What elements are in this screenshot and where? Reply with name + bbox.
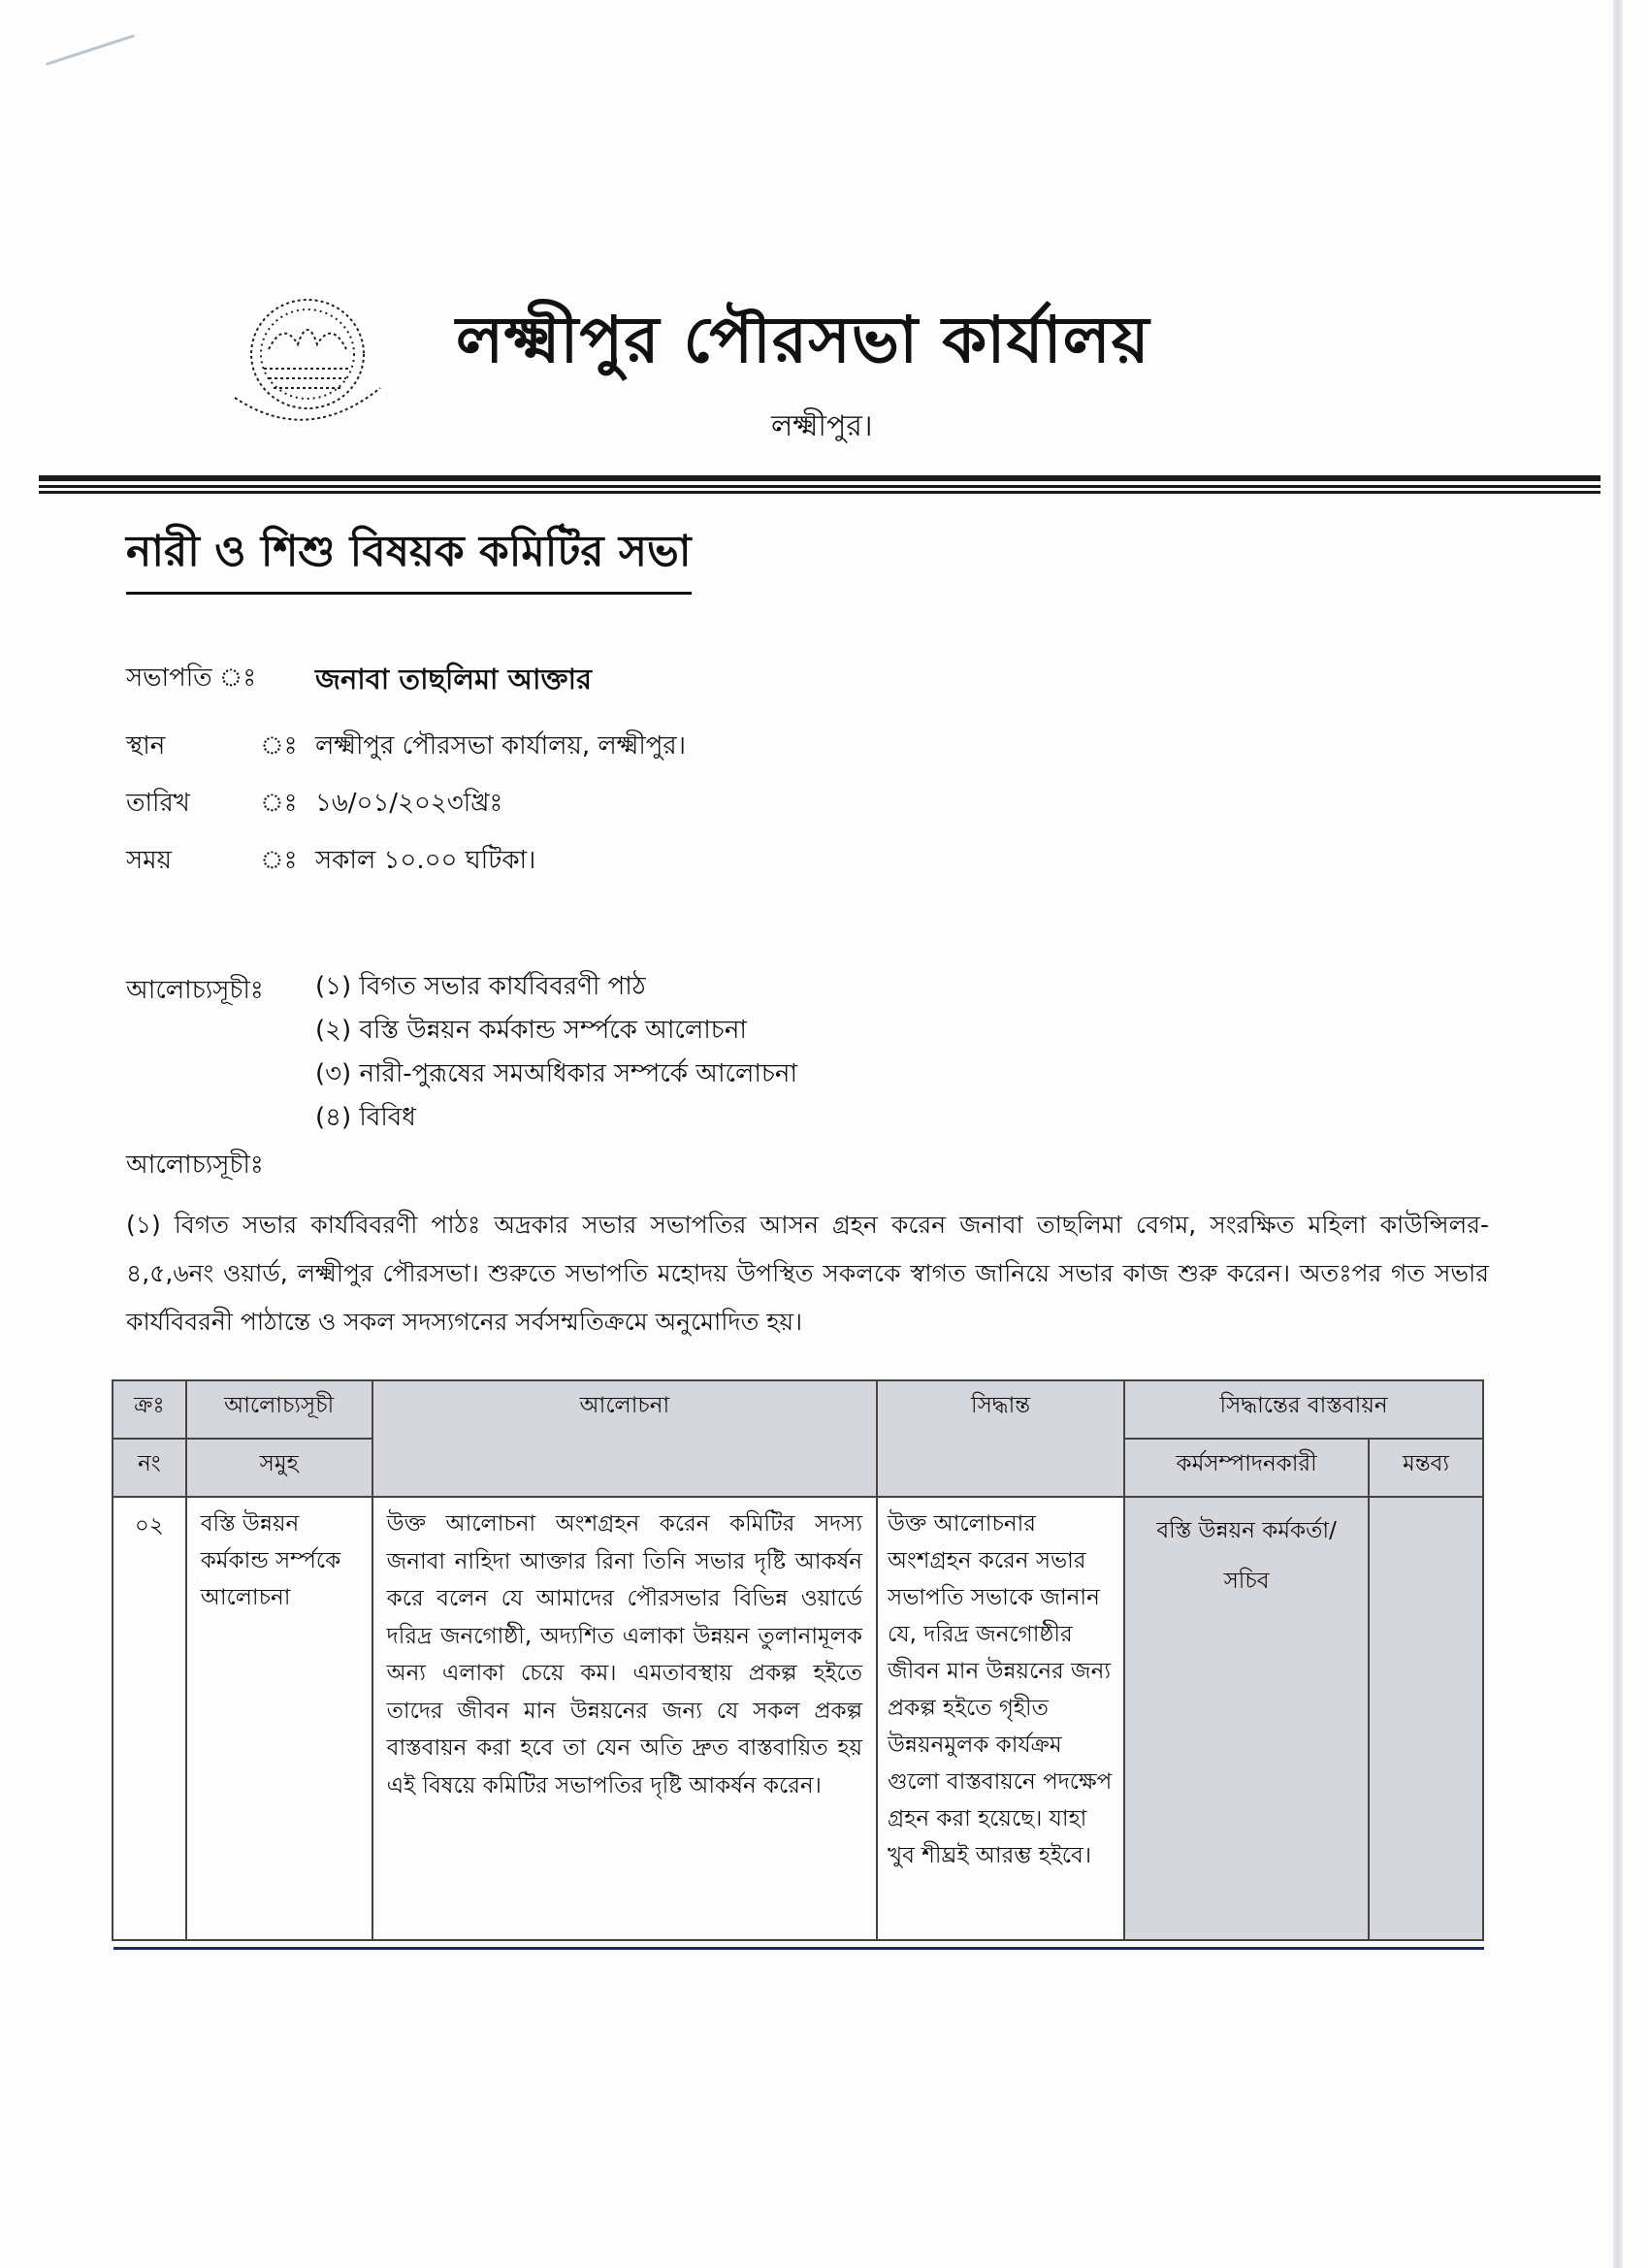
meta-label: তারিখ [126, 789, 190, 818]
meta-time [126, 840, 536, 883]
meta-colon: ঃ [260, 846, 298, 875]
agenda-item: (৪) বিবিধ [315, 1103, 416, 1132]
header-topic-bottom: সমুহ [186, 1439, 372, 1497]
agenda-label: আলোচ্যসূচীঃ [126, 976, 264, 1005]
meta-value: জনাবা তাছলিমা আক্তার [315, 663, 592, 696]
meta-label: সময় [126, 846, 172, 875]
row-remarks [1369, 1497, 1483, 1940]
header-rule-top [39, 475, 1600, 481]
table-header-row [113, 1380, 1483, 1439]
meta-colon: ঃ [260, 731, 298, 761]
header-remarks: মন্তব্য [1369, 1439, 1483, 1497]
meta-value: সকাল ১০.০০ ঘটিকা। [315, 846, 536, 875]
header-implementation: সিদ্ধান্তের বাস্তবায়ন [1124, 1380, 1483, 1439]
table-bottom-rule [113, 1947, 1484, 1950]
row-decision: উক্ত আলোচনার অংশগ্রহন করেন সভার সভাপতি সভাকে জানান যে, দরিদ্র জনগোষ্ঠীর জীবন মান উন্নয়নের জন্য প্রকল্প হইতে গৃহীত উন্নয়নমুলক কার্যক্রম গুলো বাস্তবায়নে পদক্ষেপ গ্রহন করা হয়েছে। যাহা খুব শীঘ্রই আরম্ভ হইবে। [877, 1497, 1124, 1940]
scan-edge-shadow [1613, 0, 1623, 2268]
header-discussion: আলোচনা [372, 1380, 877, 1497]
minutes-table [112, 1379, 1484, 1941]
meta-value: লক্ষ্মীপুর পৌরসভা কার্যালয়, লক্ষ্মীপুর। [315, 731, 687, 761]
header-serial-bottom: নং [113, 1439, 186, 1497]
meta-chairperson [126, 658, 592, 700]
agenda-section-label: আলোচ্যসূচীঃ [126, 1150, 264, 1180]
agenda-item: (১) বিগত সভার কার্যবিবরণী পাঠ [315, 972, 646, 1001]
agenda-item: (৩) নারী-পুরূষের সমঅধিকার সম্পর্কে আলোচনা [315, 1059, 797, 1088]
minutes-paragraph: (১) বিগত সভার কার্যবিবরণী পাঠঃ অদ্রকার সভার সভাপতির আসন গ্রহন করেন জনাবা তাছলিমা বেগম, সংরক্ষিত মহিলা কাউন্সিলর- ৪,৫,৬নং ওয়ার্ড, লক্ষ্মীপুর পৌরসভা। শুরুতে সভাপতি মহোদয় উপস্থিত সকলকে স্বাগত জানিয়ে সভার কাজ শুরু করেন। অতঃপর গত সভার কার্যবিবরনী পাঠান্তে ও সকল সদস্যগনের সর্বসম্মতিক্রমে অনুমোদিত হয়। [126, 1211, 1489, 1336]
pen-mark [46, 34, 135, 66]
meta-value: ১৬/০১/২০২৩খ্রিঃ [315, 789, 503, 818]
office-title: লক্ষ্মীপুর পৌরসভা কার্যালয় [456, 303, 1150, 377]
header-topic-top: আলোচ্যসূচী [186, 1380, 372, 1439]
meta-venue [126, 726, 687, 768]
agenda-item: (২) বস্তি উন্নয়ন কর্মকান্ড সর্ম্পকে আলোচনা [315, 1016, 747, 1045]
header-rule-middle [39, 485, 1600, 488]
office-location: লক্ষ্মীপুর। [771, 409, 873, 443]
agenda-list [315, 965, 797, 1140]
row-serial: ০২ [113, 1497, 186, 1940]
row-discussion: উক্ত আলোচনা অংশগ্রহন করেন কমিটির সদস্য জনাবা নাহিদা আক্তার রিনা তিনি সভার দৃষ্টি আকর্ষন করে বলেন যে আমাদের পৌরসভার বিভিন্ন ওয়ার্ডে দরিদ্র জনগোষ্ঠী, অদ্যশিত এলাকা উন্নয়ন তুলানামূলক অন্য এলাকা চেয়ে কম। এমতাবস্থায় প্রকল্প হইতে তাদের জীবন মান উন্নয়নের জন্য যে সকল প্রকল্প বাস্তবায়ন করা হবে তা যেন অতি দ্রুত বাস্তবায়িত হয় এই বিষয়ে কমিটির সভাপতির দৃষ্টি আকর্ষন করেন। [372, 1497, 877, 1940]
header-rule-bottom [39, 491, 1600, 494]
table-row [113, 1497, 1483, 1940]
meeting-heading: নারী ও শিশু বিষয়ক কমিটির সভা [126, 519, 692, 595]
row-topic: বস্তি উন্নয়ন কর্মকান্ড সর্ম্পকে আলোচনা [186, 1497, 372, 1940]
meta-label: স্থান [126, 731, 166, 761]
meta-label: সভাপতি ঃ [126, 664, 257, 693]
header-serial-top: ক্রঃ [113, 1380, 186, 1439]
header-executor: কর্মসম্পাদনকারী [1124, 1439, 1369, 1497]
meta-colon: ঃ [260, 789, 298, 818]
meta-date [126, 783, 503, 826]
header-decision: সিদ্ধান্ত [877, 1380, 1124, 1497]
municipality-seal-logo [225, 291, 390, 437]
row-executor: বস্তি উন্নয়ন কর্মকর্তা/ সচিব [1124, 1497, 1369, 1940]
